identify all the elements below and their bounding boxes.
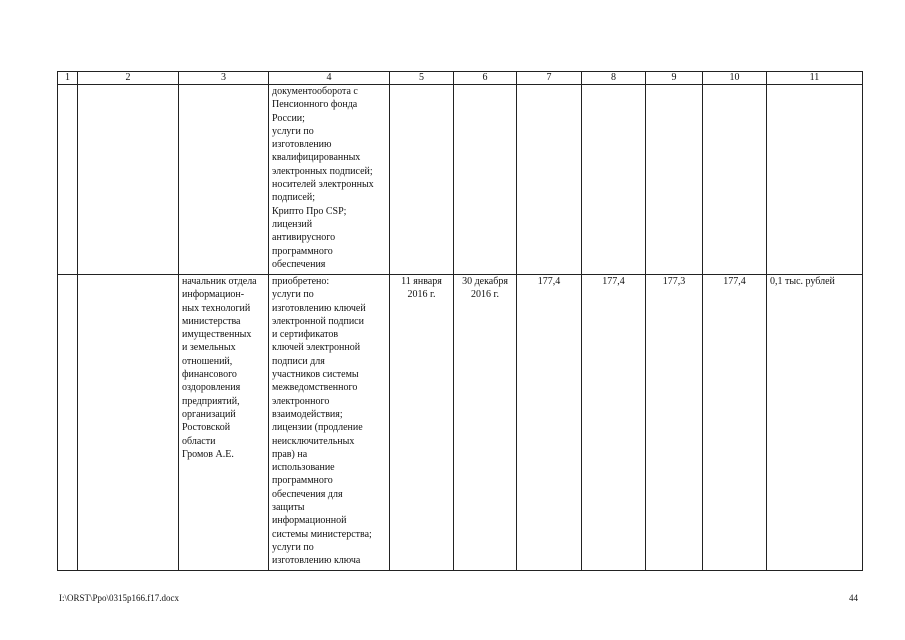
column-number: 10 xyxy=(703,72,767,85)
column-number-row xyxy=(58,72,863,85)
table-cell xyxy=(58,275,78,571)
table-cell xyxy=(454,85,517,275)
column-number: 7 xyxy=(517,72,582,85)
table-cell xyxy=(78,275,179,571)
table-cell xyxy=(58,85,78,275)
table-cell xyxy=(179,85,269,275)
footer-file-path: I:\ORST\Ppo\0315p166.f17.docx xyxy=(59,593,180,603)
amount-cell: 177,4 xyxy=(582,275,646,571)
column-number: 2 xyxy=(78,72,179,85)
end-date-cell: 30 декабря 2016 г. xyxy=(454,275,517,571)
purchase-description-cell: приобретено: услуги по изготовлению ключей электронной подписи и сертификатов ключей электронной подписи для участников системы межведомственного электронного взаимодействия; лицензии (продление неисключительных прав) на использование программного обеспечения для защиты информационной системы министерства; услуги по изготовлению ключа xyxy=(269,275,390,571)
savings-cell: 0,1 тыс. рублей xyxy=(767,275,863,571)
table-cell xyxy=(517,85,582,275)
table-cell xyxy=(582,85,646,275)
table-row xyxy=(58,275,863,571)
amount-cell: 177,4 xyxy=(703,275,767,571)
purchase-description-cell: документооборота с Пенсионного фонда России; услуги по изготовлению квалифицированных электронных подписей; носителей электронных подписей; Крипто Про CSP; лицензий антивирусного программного обеспечения xyxy=(269,85,390,275)
table-cell xyxy=(767,85,863,275)
table-cell xyxy=(646,85,703,275)
page-number: 44 xyxy=(849,593,858,603)
table-cell xyxy=(703,85,767,275)
column-number: 8 xyxy=(582,72,646,85)
column-number: 6 xyxy=(454,72,517,85)
column-number: 1 xyxy=(58,72,78,85)
table-row xyxy=(58,85,863,275)
column-number: 9 xyxy=(646,72,703,85)
column-number: 3 xyxy=(179,72,269,85)
amount-cell: 177,3 xyxy=(646,275,703,571)
document-table xyxy=(57,71,863,571)
table-cell xyxy=(78,85,179,275)
amount-cell: 177,4 xyxy=(517,275,582,571)
start-date-cell: 11 января 2016 г. xyxy=(390,275,454,571)
responsible-person-cell: начальник отдела информацион- ных технологий министерства имущественных и земельных отношений, финансового оздоровления предприятий, организаций Ростовской области Громов А.Е. xyxy=(179,275,269,571)
column-number: 4 xyxy=(269,72,390,85)
table-cell xyxy=(390,85,454,275)
column-number: 11 xyxy=(767,72,863,85)
column-number: 5 xyxy=(390,72,454,85)
